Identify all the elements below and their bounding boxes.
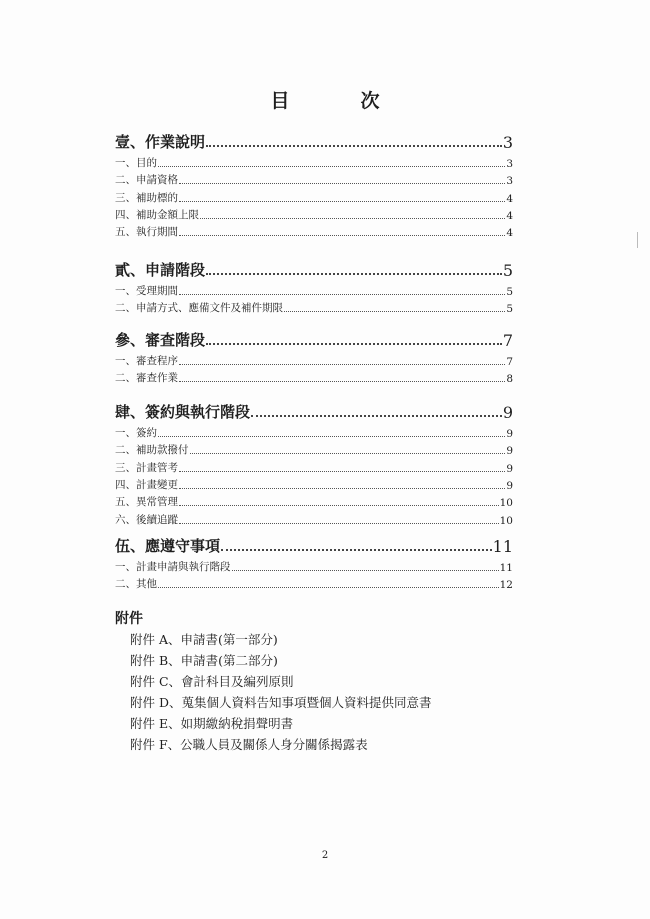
dot-leader (158, 587, 499, 588)
toc-item-page: 3 (506, 158, 513, 170)
toc-title: 目 次 (270, 90, 406, 112)
page-number: 2 (321, 850, 329, 861)
dot-leader (206, 273, 502, 275)
toc-item (115, 207, 513, 222)
dot-leader (179, 294, 505, 295)
dot-leader (179, 183, 505, 184)
toc-item (115, 442, 513, 457)
toc-item-label: 二、審查作業 (115, 372, 178, 385)
toc-item (115, 190, 513, 205)
toc-item-page: 7 (506, 356, 513, 368)
dot-leader (221, 549, 492, 551)
toc-item-label: 一、受理期間 (115, 285, 178, 297)
toc-item (115, 283, 513, 298)
scan-artifact (637, 232, 638, 248)
toc-item-page: 4 (506, 227, 513, 240)
dot-leader (179, 364, 505, 365)
toc-item (115, 353, 513, 368)
attachment-item: 附件 F、公職人員及關係人身分關係揭露表 (130, 737, 368, 752)
toc-item-page: 10 (499, 514, 513, 527)
toc-section-label: 參、審查階段 (115, 331, 206, 349)
toc-item (115, 155, 513, 170)
toc-item (115, 224, 513, 239)
attachment-item: 附件 A、申請書(第一部分) (130, 632, 278, 647)
attachment-item: 附件 B、申請書(第二部分) (130, 653, 278, 668)
attachment-item: 附件 C、會計科目及編列原則 (130, 674, 294, 689)
toc-item-page: 12 (499, 579, 513, 592)
dot-leader (179, 471, 505, 472)
dot-leader (284, 311, 505, 312)
dot-leader (200, 218, 505, 219)
toc-section-label: 伍、應遵守事項 (115, 537, 221, 555)
toc-item-label: 一、簽約 (115, 427, 157, 439)
toc-item-page: 9 (506, 445, 513, 458)
attachments-heading: 附件 (115, 611, 143, 627)
toc-section-page: 9 (502, 403, 513, 422)
dot-leader (251, 415, 502, 417)
dot-leader (190, 453, 506, 454)
toc-section-page: 7 (502, 331, 513, 350)
toc-item-page: 9 (506, 428, 513, 440)
toc-item-label: 四、計畫變更 (115, 478, 178, 491)
attachment-item: 附件 E、如期繳納稅捐聲明書 (130, 716, 294, 731)
toc-section (115, 402, 513, 422)
dot-leader (179, 523, 499, 524)
toc-item-page: 4 (506, 192, 513, 205)
toc-section-label: 貳、申請階段 (115, 261, 206, 279)
toc-item-page: 9 (506, 462, 513, 475)
toc-item (115, 172, 513, 187)
toc-section-page: 11 (492, 537, 513, 556)
toc-item-label: 五、異常管理 (115, 496, 178, 509)
toc-item-label: 二、補助款撥付 (115, 444, 189, 457)
toc-section-page: 3 (502, 133, 513, 152)
toc-section (115, 260, 513, 280)
toc-item (115, 460, 513, 475)
toc-item-page: 11 (499, 562, 513, 574)
toc-item (115, 494, 513, 509)
toc-item (115, 559, 513, 574)
toc-item-label: 一、審查程序 (115, 355, 178, 367)
toc-item (115, 477, 513, 492)
toc-item (115, 300, 513, 315)
toc-item-page: 8 (506, 373, 513, 386)
toc-section-label: 壹、作業說明 (115, 133, 206, 151)
toc-item-label: 一、目的 (115, 157, 157, 169)
toc-item-page: 9 (506, 479, 513, 492)
toc-item-label: 三、計畫管考 (115, 461, 178, 474)
toc-item-page: 5 (506, 286, 513, 298)
dot-leader (232, 570, 499, 571)
attachment-item: 附件 D、蒐集個人資料告知事項暨個人資料提供同意書 (130, 695, 432, 710)
toc-item (115, 425, 513, 440)
toc-item-page: 3 (506, 175, 513, 188)
toc-item-label: 二、申請資格 (115, 174, 178, 187)
dot-leader (158, 436, 505, 437)
toc-item (115, 576, 513, 591)
toc-item-label: 五、執行期間 (115, 226, 178, 239)
toc-item-page: 5 (506, 303, 513, 316)
toc-item-label: 二、其他 (115, 578, 157, 591)
toc-item-label: 六、後續追蹤 (115, 513, 178, 526)
dot-leader (206, 145, 502, 147)
dot-leader (158, 166, 505, 167)
dot-leader (179, 488, 505, 489)
toc-section (115, 330, 513, 350)
toc-section (115, 132, 513, 152)
dot-leader (179, 201, 505, 202)
dot-leader (179, 381, 505, 382)
toc-section-label: 肆、簽約與執行階段 (115, 403, 251, 421)
toc-item-label: 二、申請方式、應備文件及補件期限 (115, 302, 283, 315)
toc-item-page: 10 (499, 497, 513, 510)
toc-item-label: 三、補助標的 (115, 191, 178, 204)
toc-section (115, 536, 513, 556)
toc-item-page: 4 (506, 209, 513, 222)
toc-item-label: 一、計畫申請與執行階段 (115, 561, 231, 573)
toc-section-page: 5 (502, 261, 513, 280)
dot-leader (206, 343, 502, 345)
dot-leader (179, 505, 499, 506)
toc-item (115, 370, 513, 385)
toc-item-label: 四、補助金額上限 (115, 208, 199, 221)
toc-item (115, 512, 513, 527)
dot-leader (179, 235, 505, 236)
